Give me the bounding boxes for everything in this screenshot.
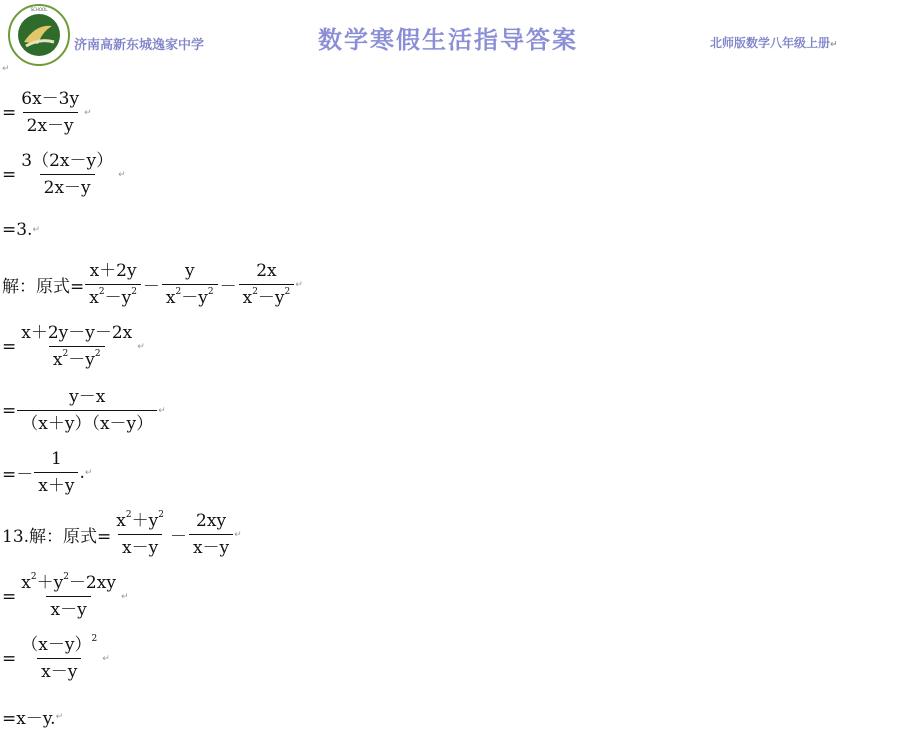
fraction: $\frac{x^2+y^2-2xy}{x-y}$ xyxy=(21,572,116,620)
math-line-1: = $\frac{6x-3y}{2x-y}$ ↵ xyxy=(2,89,92,136)
paragraph-mark: ↵ xyxy=(2,64,10,74)
edition-label: 北师版数学八年级上册↵ xyxy=(710,36,838,50)
fraction: $\frac{y-x}{(x+y)(x-y)}$ xyxy=(17,386,157,435)
school-logo-icon xyxy=(6,4,72,66)
fraction: $\frac{x+2y-y-2x}{x^2-y^2}$ xyxy=(21,323,133,370)
fraction: $\frac{3(2x-y)}{2x-y}$ xyxy=(21,151,114,198)
math-line-6: = $\frac{y-x}{(x+y)(x-y)}$ ↵ xyxy=(2,387,166,434)
fraction: $\frac{x^2+y^2}{x-y}$ xyxy=(116,510,164,558)
math-line-11: =x－y. ↵ xyxy=(2,709,64,729)
fraction: $\frac{y}{x^2-y^2}$ xyxy=(162,260,218,309)
page-header xyxy=(0,0,907,74)
math-line-9: = $\frac{x^2+y^2-2xy}{x-y}$ ↵ xyxy=(2,572,129,620)
fraction: $\frac{6x-3y}{2x-y}$ xyxy=(21,89,80,136)
school-name: 济南高新东城逸家中学 xyxy=(74,38,205,53)
math-line-8: 13.解：原式= $\frac{x^2+y^2}{x-y}$ － $\frac{2xy}{x-y}$ ↵ xyxy=(2,510,242,558)
fraction: $\frac{1}{x+y}$ xyxy=(34,448,78,497)
fraction: $\frac{2xy}{x-y}$ xyxy=(189,510,233,559)
math-line-2: = $\frac{3(2x-y)}{2x-y}$ ↵ xyxy=(2,151,126,198)
math-line-3: =3. ↵ xyxy=(2,220,41,240)
math-line-5: = $\frac{x+2y-y-2x}{x^2-y^2}$ ↵ xyxy=(2,323,145,370)
svg-text:SCHOOL: SCHOOL xyxy=(30,7,48,12)
math-line-10: = $\frac{(x-y)^2}{x-y}$ ↵ xyxy=(2,634,110,682)
fraction: $\frac{2x}{x^2-y^2}$ xyxy=(239,260,295,309)
math-line-7: =－ $\frac{1}{x+y}$ . ↵ xyxy=(2,449,93,496)
math-line-4: 解：原式= $\frac{x+2y}{x^2-y^2}$ － $\frac{y}{x^2-y^2}$ － $\frac{2x}{x^2-y^2}$ ↵ xyxy=(2,261,303,308)
document-title: 数学寒假生活指导答案 xyxy=(318,26,578,54)
fraction: $\frac{x+2y}{x^2-y^2}$ xyxy=(85,260,141,309)
fraction: $\frac{(x-y)^2}{x-y}$ xyxy=(21,634,98,682)
